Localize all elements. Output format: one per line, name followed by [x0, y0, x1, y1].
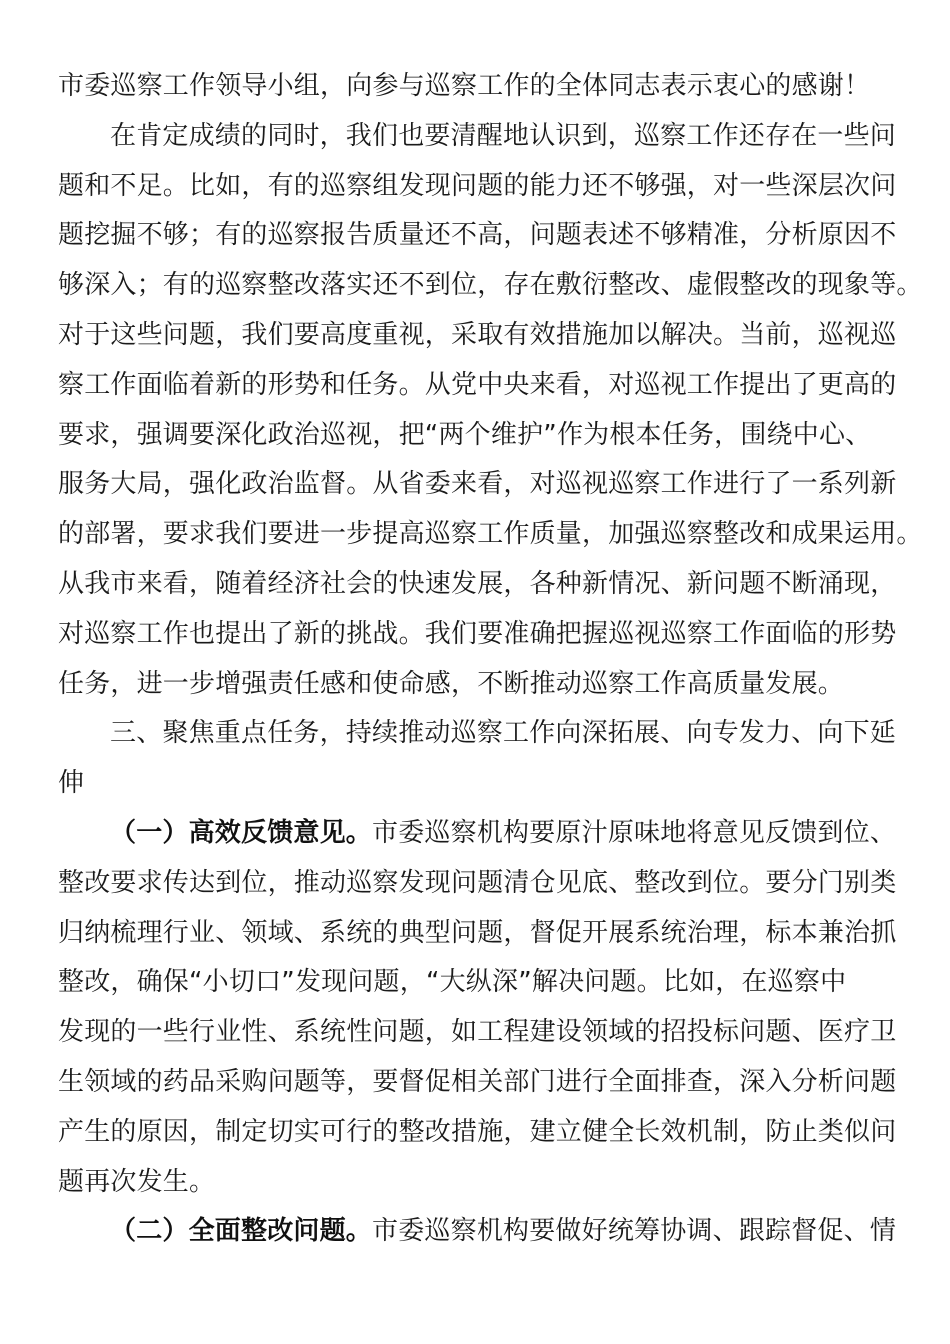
- paragraph-line: 要求，强调要深化政治巡视，把“两个维护”作为根本任务，围绕中心、: [58, 419, 872, 450]
- paragraph-line: 生领域的药品采购问题等，要督促相关部门进行全面排查，深入分析问题: [58, 1066, 897, 1097]
- paragraph-line: 发现的一些行业性、系统性问题，如工程建设领域的招投标问题、医疗卫: [58, 1017, 897, 1048]
- paragraph-line: 察工作面临着新的形势和任务。从党中央来看，对巡视工作提出了更高的: [58, 369, 897, 400]
- section-heading-line: 伸: [58, 768, 85, 799]
- paragraph-line: 题和不足。比如，有的巡察组发现问题的能力还不够强，对一些深层次问: [58, 170, 897, 201]
- paragraph-line: 题再次发生。: [58, 1166, 216, 1197]
- subsection-title: （二）全面整改问题。: [110, 1216, 373, 1247]
- subsection-text: 市委巡察机构要原汁原味地将意见反馈到位、: [372, 817, 897, 848]
- paragraph-line: 在肯定成绩的同时，我们也要清醒地认识到，巡察工作还存在一些问: [110, 120, 897, 151]
- paragraph-line: 服务大局，强化政治监督。从省委来看，对巡视巡察工作进行了一系列新: [58, 469, 897, 500]
- subsection-text: 市委巡察机构要做好统筹协调、跟踪督促、情: [372, 1216, 897, 1247]
- paragraph-line: 对巡察工作也提出了新的挑战。我们要准确把握巡视巡察工作面临的形势: [58, 618, 897, 649]
- paragraph-line: 市委巡察工作领导小组，向参与巡察工作的全体同志表示衷心的感谢！: [58, 71, 871, 101]
- paragraph-line: 归纳梳理行业、领域、系统的典型问题，督促开展系统治理，标本兼治抓: [58, 917, 897, 948]
- subsection-first-line: [58, 809, 897, 859]
- paragraph-line: 的部署，要求我们要进一步提高巡察工作质量，加强巡察整改和成果运用。: [58, 519, 923, 550]
- paragraph-line: 产生的原因，制定切实可行的整改措施，建立健全长效机制，防止类似问: [58, 1116, 897, 1147]
- paragraph-line: 整改，确保“小切口”发现问题，“大纵深”解决问题。比如，在巡察中: [58, 967, 847, 998]
- paragraph-line: 够深入；有的巡察整改落实还不到位，存在敷衍整改、虚假整改的现象等。: [58, 270, 923, 301]
- paragraph-line: 整改要求传达到位，推动巡察发现问题清仓见底、整改到位。要分门别类: [58, 867, 897, 898]
- document-page: [58, 62, 923, 1257]
- section-heading-line: 三、聚焦重点任务，持续推动巡察工作向深拓展、向专发力、向下延: [110, 718, 897, 749]
- paragraph-line: 从我市来看，随着经济社会的快速发展，各种新情况、新问题不断涌现，: [58, 568, 897, 599]
- paragraph-line: 题挖掘不够；有的巡察报告质量还不高，问题表述不够精准，分析原因不: [58, 220, 897, 251]
- paragraph-line: 任务，进一步增强责任感和使命感，不断推动巡察工作高质量发展。: [58, 668, 845, 699]
- paragraph-line: 对于这些问题，我们要高度重视，采取有效措施加以解决。当前，巡视巡: [58, 319, 897, 350]
- subsection-first-line: [58, 1207, 897, 1257]
- subsection-title: （一）高效反馈意见。: [110, 817, 373, 848]
